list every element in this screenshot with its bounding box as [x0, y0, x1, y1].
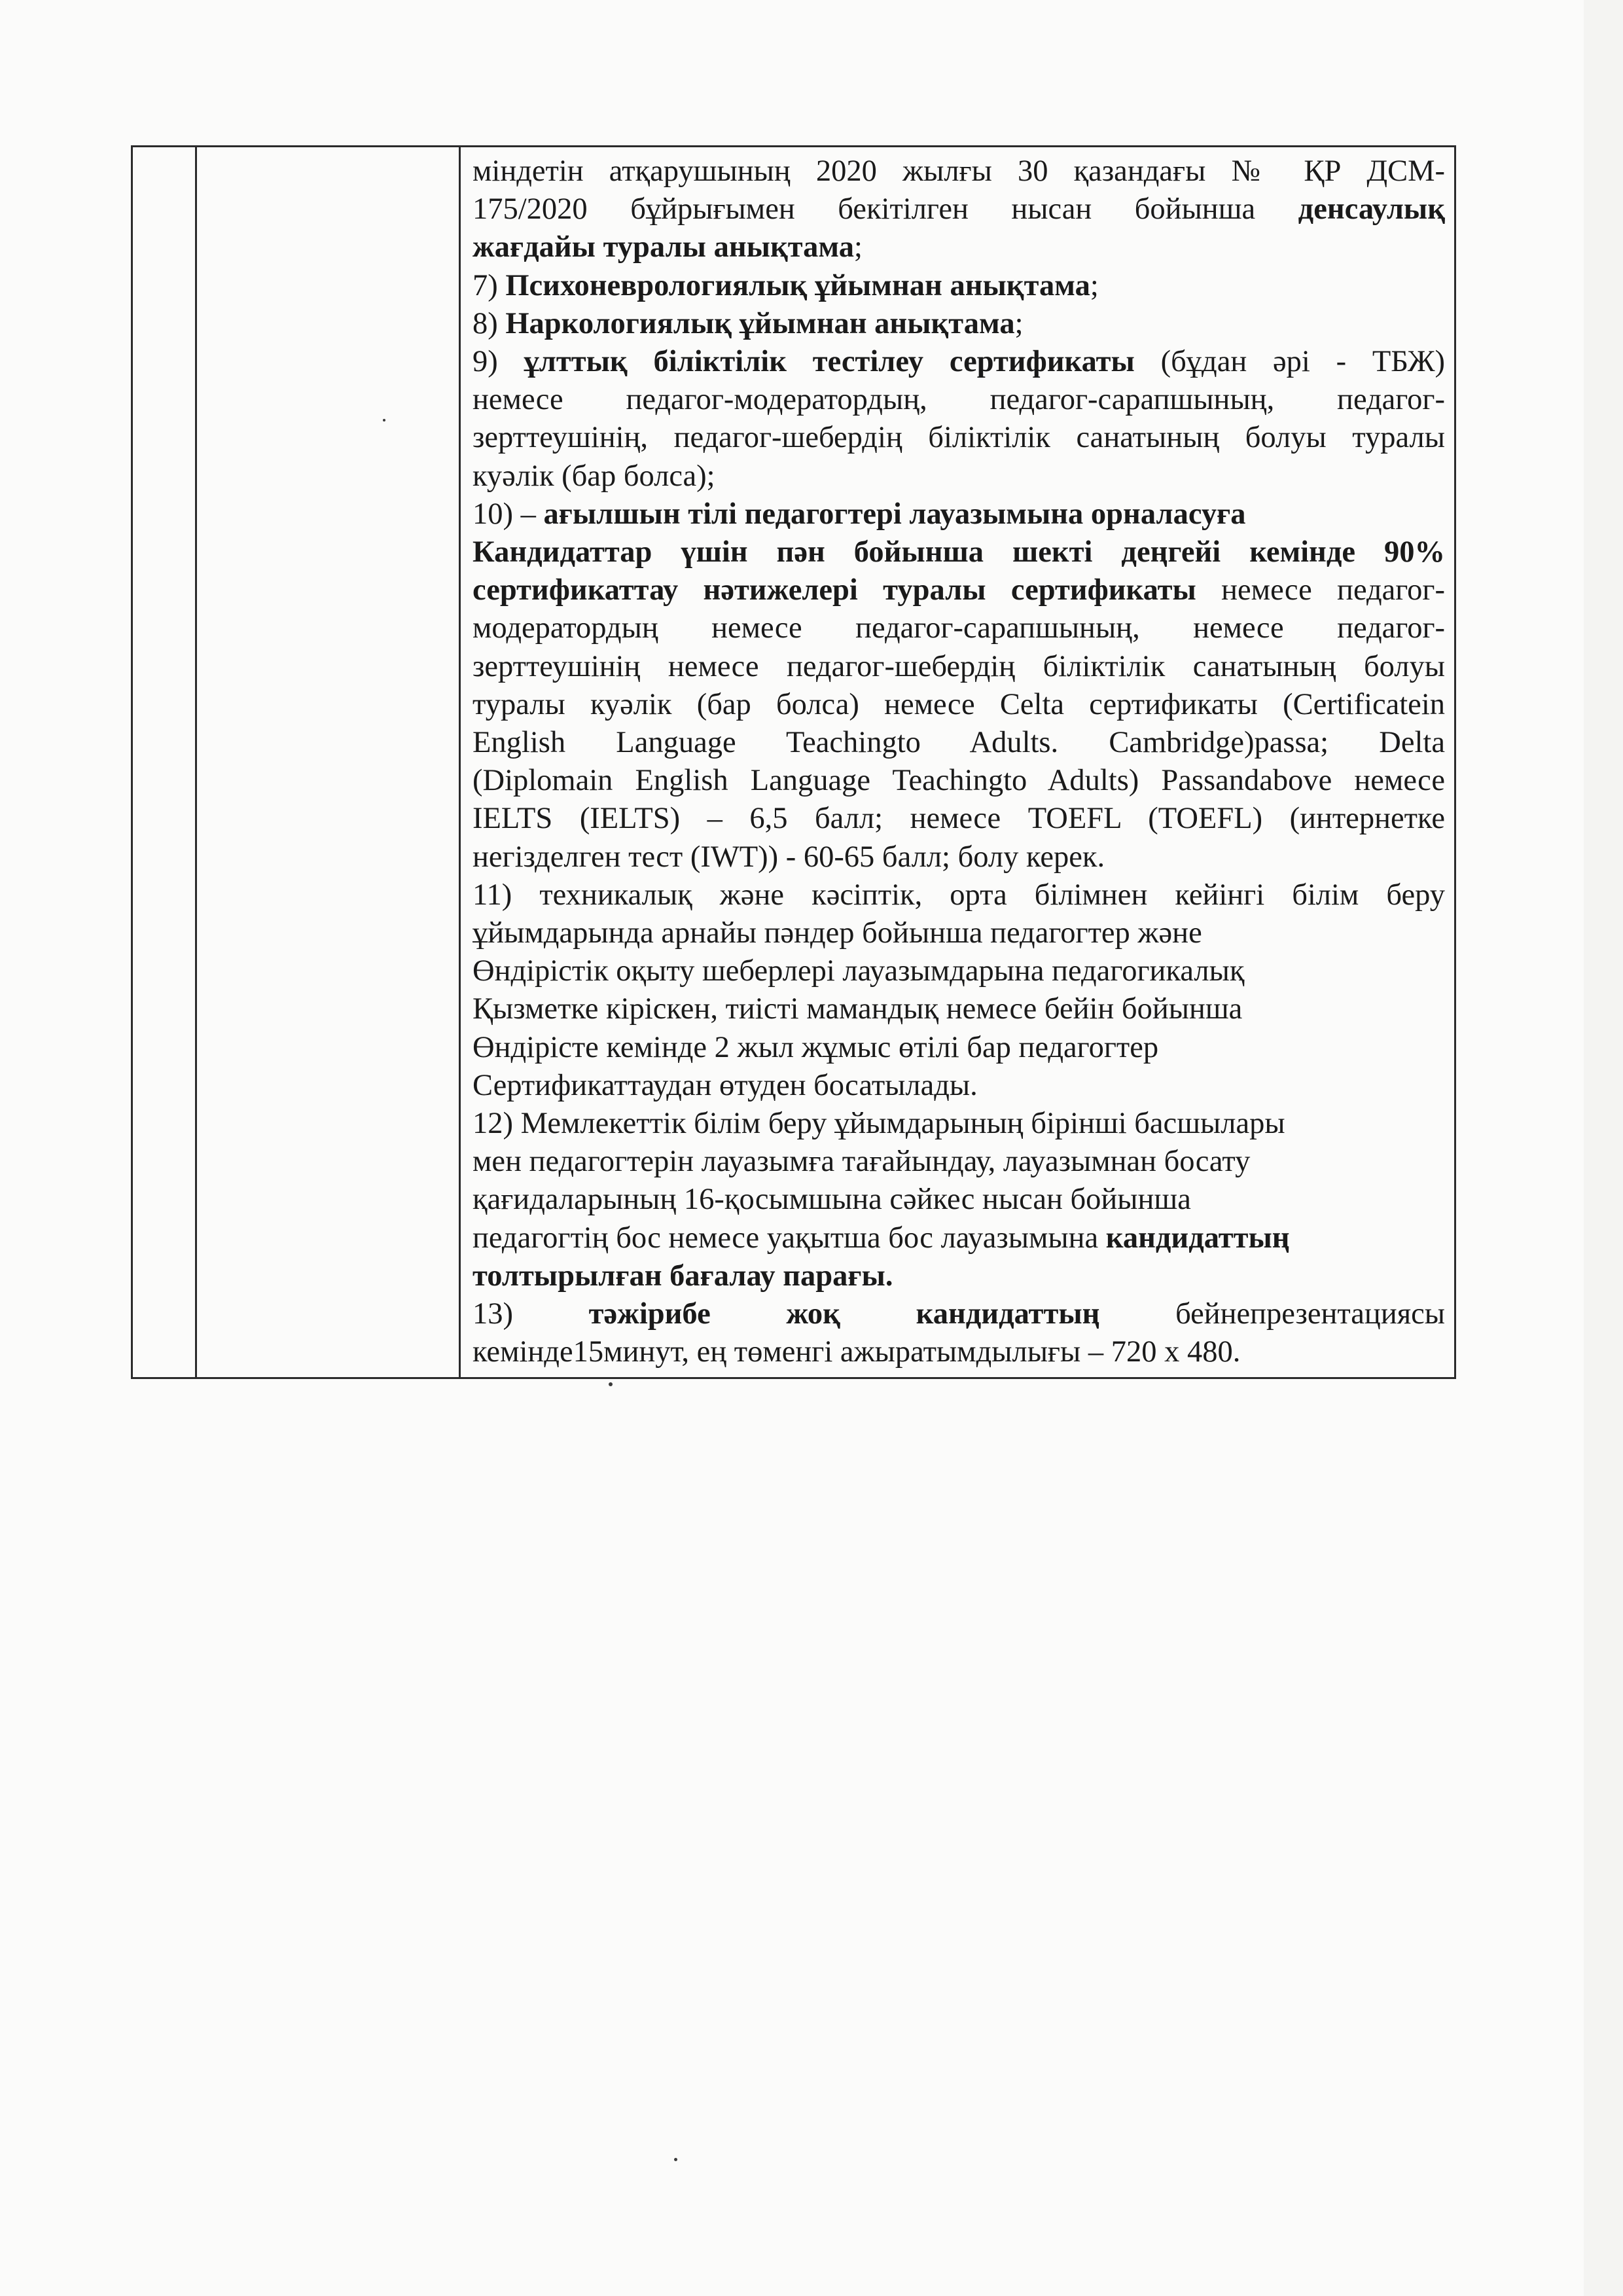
text-line: (Diplomain English Language Teachingto Adults) Passandabove немесе	[473, 764, 1445, 798]
text-line: 13) тәжірибе жоқ кандидаттың бейнепрезентациясы	[473, 1297, 1445, 1331]
text-line: зерттеушінің немесе педагог-шебердің біліктілік санатының болуы	[473, 649, 1445, 683]
text-line: қағидаларының 16-қосымшына сәйкес нысан бойынша	[473, 1183, 1191, 1217]
text-line: Өндірістік оқыту шеберлері лауазымдарына педагогикалық	[473, 954, 1245, 988]
scan-speck	[609, 1382, 613, 1386]
text-line: Қызметке кіріскен, тиісті мамандық немесе бейін бойынша	[473, 992, 1243, 1026]
scan-speck	[674, 2158, 677, 2161]
name-column-cell	[196, 147, 460, 1378]
text-line: толтырылған бағалау парағы.	[473, 1259, 893, 1293]
text-line: IELTS (IELTS) – 6,5 балл; немесе TOEFL (TOEFL) (интернетке	[473, 802, 1445, 836]
text-line: Кандидаттар үшін пән бойынша шекті деңгейі кемінде 90%	[473, 535, 1445, 569]
text-line: мен педагогтерін лауазымға тағайындау, лауазымнан босату	[473, 1145, 1251, 1179]
text-line: педагогтің бос немесе уақытша бос лауазымына кандидаттың	[473, 1221, 1290, 1255]
text-line: 175/2020 бұйрығымен бекітілген нысан бойынша денсаулық	[473, 192, 1445, 226]
scan-speck	[383, 419, 385, 422]
text-line: English Language Teachingto Adults. Cambridge)passa; Delta	[473, 726, 1445, 760]
text-line: ұйымдарында арнайы пәндер бойынша педагогтер және	[473, 916, 1202, 950]
text-line: модератордың немесе педагог-сарапшының, немесе педагог-	[473, 611, 1445, 645]
requirements-text	[461, 147, 1454, 1377]
text-line: міндетін атқарушының 2020 жылғы 30 қазандағы № ҚР ДСМ-	[473, 154, 1445, 188]
table-row	[132, 147, 1455, 1378]
text-line: 12) Мемлекеттік білім беру ұйымдарының бірінші басшылары	[473, 1107, 1285, 1141]
text-line: 11) техникалық және кәсіптік, орта білімнен кейінгі білім беру	[473, 878, 1445, 912]
requirements-cell	[460, 147, 1455, 1378]
number-column-cell	[132, 147, 196, 1378]
text-line: 9) ұлттық біліктілік тестілеу сертификаты (бұдан әрі - ТБЖ)	[473, 345, 1446, 379]
text-line: 7) Психоневрологиялық ұйымнан анықтама;	[473, 268, 1099, 302]
text-line: Сертификаттаудан өтуден босатылады.	[473, 1068, 978, 1102]
text-line: жағдайы туралы анықтама;	[473, 230, 863, 264]
requirements-table	[131, 145, 1456, 1379]
text-line: куәлік (бар болса);	[473, 459, 715, 493]
text-line: 8) Наркологиялық ұйымнан анықтама;	[473, 306, 1024, 340]
text-line: сертификаттау нәтижелері туралы сертификаты немесе педагог-	[473, 573, 1445, 607]
text-line: 10) – ағылшын тілі педагогтері лауазымына орналасуға	[473, 497, 1246, 531]
text-line: немесе педагог-модератордың, педагог-сарапшының, педагог-	[473, 383, 1445, 417]
text-line: кемінде15минут, ең төменгі ажыратымдылығы – 720 х 480.	[473, 1335, 1241, 1369]
text-line: Өндірісте кемінде 2 жыл жұмыс өтілі бар педагогтер	[473, 1030, 1159, 1064]
text-line: зерттеушінің, педагог-шебердің біліктілік санатының болуы туралы	[473, 421, 1445, 455]
text-line: туралы куәлік (бар болса) немесе Celta сертификаты (Certificatein	[473, 687, 1445, 721]
text-line: негізделген тест (IWT)) - 60-65 балл; болу керек.	[473, 840, 1105, 874]
